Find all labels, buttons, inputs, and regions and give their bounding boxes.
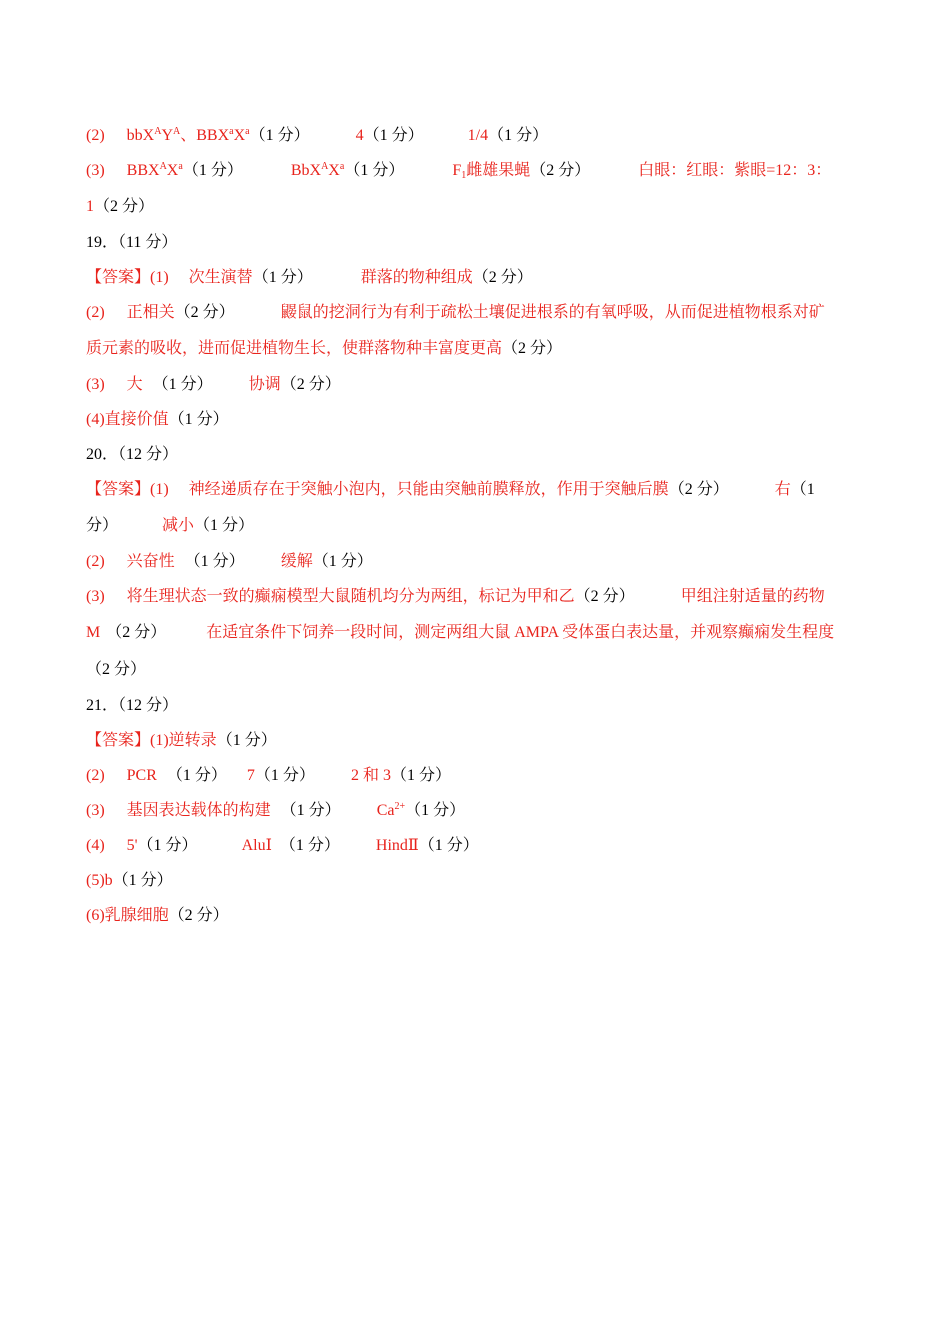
score: （2 分）: [174, 304, 235, 321]
score: （1 分）: [279, 837, 340, 854]
answer-text: 减小: [162, 517, 195, 534]
answer-text: 直接价值: [104, 411, 169, 428]
answer-ratio-cont: 1: [86, 198, 94, 215]
answer-enzyme: HindⅡ: [375, 837, 419, 854]
q21-part5: [86, 863, 866, 898]
answer-genotype: $BbX^AX^a$: [290, 161, 345, 179]
score: （1 分）: [254, 767, 315, 784]
part-number: (2): [86, 304, 105, 321]
answer-text: 在适宜条件下饲养一段时间，测定两组大鼠 AMPA 受体蛋白表达量，并观察癫痫发生程度: [206, 624, 835, 641]
q21-part4: [86, 828, 866, 863]
answer-text: 兴奋性: [126, 553, 175, 570]
q18-part3-cont: [86, 188, 866, 225]
part-number: (3): [86, 588, 105, 605]
answer-text: 神经递质存在于突触小泡内，只能由突触前膜释放，作用于突触后膜: [188, 481, 669, 498]
score: （2 分）: [530, 162, 591, 179]
answer-text: 缓解: [280, 553, 313, 570]
answer-enzyme: AluⅠ: [241, 837, 272, 854]
score: （1 分）: [216, 732, 277, 749]
q20-part3: [86, 579, 866, 614]
score: （1 分）: [363, 127, 424, 144]
score: （1 分）: [390, 767, 451, 784]
score: （1 分）: [137, 837, 198, 854]
score: （2 分）: [668, 481, 729, 498]
part-number: (2): [86, 767, 105, 784]
score: （1 分）: [252, 269, 313, 286]
q21-part1: [86, 723, 866, 758]
question-title: 19．（11 分）: [86, 234, 178, 251]
q21-part3: [86, 793, 866, 828]
answer-text: 次生演替: [188, 269, 253, 286]
answer-direction: 右: [774, 481, 791, 498]
q20-part2: [86, 544, 866, 579]
answer-text: 甲组注射适量的药物: [680, 588, 825, 605]
answer-text: PCR: [126, 767, 157, 784]
score: （2 分）: [502, 340, 563, 357]
answer-text: 鼹鼠的挖洞行为有利于疏松土壤促进根系的有氧呼吸，从而促进植物根系对矿: [280, 304, 825, 321]
answer-ion: $Ca^{2+}$: [376, 801, 406, 819]
score: （1 分）: [152, 376, 213, 393]
answer-text: 大: [126, 376, 143, 393]
part-number: (3): [86, 802, 105, 819]
part-number: (2): [86, 553, 105, 570]
answer-genotype: $BBX^AX^a$: [126, 161, 183, 179]
part-number: (5): [86, 872, 105, 889]
score: （1 分）: [249, 127, 310, 144]
q21-title: [86, 688, 866, 723]
answer-tag: 【答案】(1): [86, 269, 169, 286]
q19-part1: [86, 260, 866, 295]
answer-count: 4: [355, 127, 364, 144]
score: （1 分）: [184, 553, 245, 570]
answer-text: 群落的物种组成: [360, 269, 473, 286]
score: （1 分）: [418, 837, 479, 854]
q18-part3: [86, 153, 866, 188]
q18-part2: [86, 118, 866, 153]
answer-text: 7: [246, 767, 255, 784]
answer-text: b: [104, 872, 113, 889]
part-number: (2): [86, 127, 105, 144]
answer-text: 5': [126, 837, 138, 854]
score: （1 分）: [166, 767, 227, 784]
score: 分）: [86, 517, 119, 534]
score: （2 分）: [168, 907, 229, 924]
part-number: (3): [86, 376, 105, 393]
q19-part2: [86, 295, 866, 330]
q21-part6: [86, 898, 866, 933]
question-title: 21．（12 分）: [86, 697, 179, 714]
answer-text: 基因表达载体的构建: [126, 802, 271, 819]
q20-part1-cont: [86, 507, 866, 544]
score: （1 分）: [312, 553, 373, 570]
part-number: (4): [86, 837, 105, 854]
q20-part3-cont: [86, 614, 866, 651]
answer-text: 乳腺细胞: [104, 907, 169, 924]
score: （2 分）: [106, 624, 167, 641]
answer-text-cont: M: [86, 624, 101, 641]
score: （1: [790, 481, 815, 498]
score: （1 分）: [405, 802, 466, 819]
answer-ratio: 白眼：红眼：紫眼=12：3：: [638, 162, 832, 179]
answer-text: 2 和 3: [350, 767, 391, 784]
answer-sheet: [86, 118, 866, 933]
part-number: (3): [86, 162, 105, 179]
score: （2 分）: [94, 198, 155, 215]
score: （2 分）: [574, 588, 635, 605]
answer-offspring: $F_1$雌雄果蝇: [452, 162, 531, 181]
answer-ratio: 1/4: [467, 127, 489, 144]
score: （1 分）: [168, 411, 229, 428]
score: （2 分）: [472, 269, 533, 286]
score: （2 分）: [280, 376, 341, 393]
score: （1 分）: [112, 872, 173, 889]
answer-tag: 【答案】(1): [86, 732, 169, 749]
q19-part2-cont: [86, 330, 866, 367]
answer-text: 协调: [248, 376, 281, 393]
answer-text-cont: 质元素的吸收，进而促进植物生长，使群落物种丰富度更高: [86, 340, 503, 357]
answer-text: 将生理状态一致的癫痫模型大鼠随机均分为两组，标记为甲和乙: [126, 588, 575, 605]
q20-part3-cont2: [86, 651, 866, 688]
score: （1 分）: [194, 517, 255, 534]
part-number: (6): [86, 907, 105, 924]
answer-text: 正相关: [126, 304, 175, 321]
score: （2 分）: [86, 661, 147, 678]
score: （1 分）: [488, 127, 549, 144]
part-number: (4): [86, 411, 105, 428]
score: （1 分）: [280, 802, 341, 819]
q20-title: [86, 437, 866, 472]
answer-text: 逆转录: [168, 732, 217, 749]
q19-part4: [86, 402, 866, 437]
score: （1 分）: [344, 162, 405, 179]
answer-genotype: $bbX^AY^A$、$BBX^aX^a$: [126, 126, 250, 144]
q19-part3: [86, 367, 866, 402]
q20-part1: [86, 472, 866, 507]
q21-part2: [86, 758, 866, 793]
q19-title: [86, 225, 866, 260]
answer-tag: 【答案】(1): [86, 481, 169, 498]
score: （1 分）: [182, 162, 243, 179]
question-title: 20．（12 分）: [86, 446, 179, 463]
